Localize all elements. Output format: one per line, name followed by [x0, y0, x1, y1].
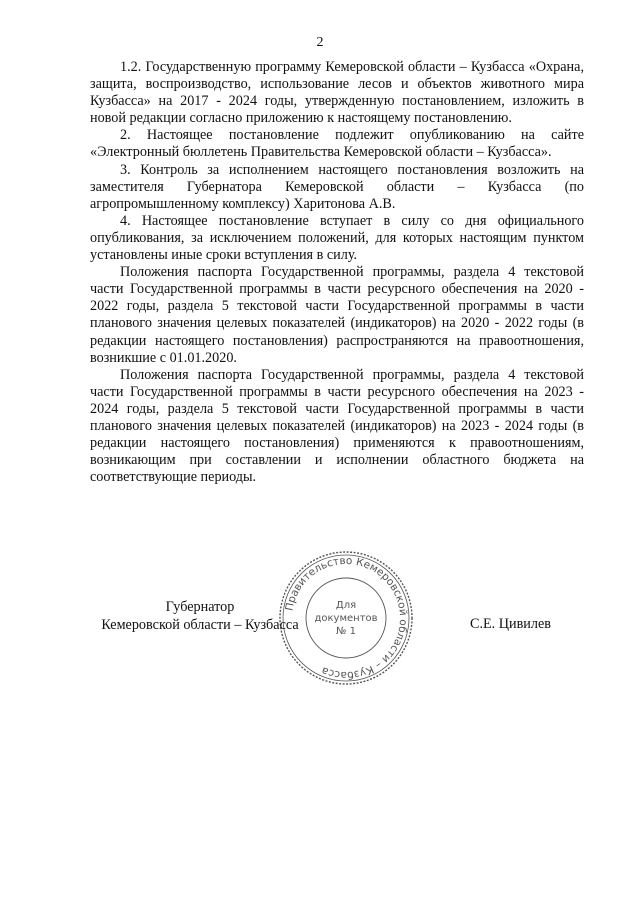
paragraph-3: 3. Контроль за исполнением настоящего постановления возложить на заместителя Губернатора Кемеровской области – Кузбасса (по агропромышленному комплексу) Харитонова А.В.: [90, 161, 584, 212]
signatory-title: [90, 599, 310, 634]
page-number: 2: [316, 35, 324, 50]
seal-ring-text: Правительство Кемеровской области – Кузбасса: [283, 554, 410, 682]
document-body: [90, 59, 584, 486]
paragraph-provisions-2020: Положения паспорта Государственной программы, раздела 4 текстовой части Государственной программы в части ресурсного обеспечения на 2020 - 2022 годы, раздела 5 текстовой части Государственной программы в части планового значения целевых показателей (индикаторов) на 2020 - 2022 годы (в редакции настоящего постановления) распространяются на правоотношения, возникшие с 01.01.2020.: [90, 264, 584, 366]
paragraph-1-2: 1.2. Государственную программу Кемеровской области – Кузбасса «Охрана, защита, воспроизводство, использование лесов и объектов животного мира Кузбасса» на 2017 - 2024 годы, утвержденную постановлением, изложить в новой редакции согласно приложению к настоящему постановлению.: [90, 59, 584, 127]
paragraph-provisions-2023: Положения паспорта Государственной программы, раздела 4 текстовой части Государственной программы в части ресурсного обеспечения на 2023 - 2024 годы, раздела 5 текстовой части Государственной программы в части планового значения целевых показателей (индикаторов) на 2023 - 2024 годы (в редакции настоящего постановления) применяются к правоотношениям, возникающим при составлении и исполнении областного бюджета на соответствующие периоды.: [90, 366, 584, 486]
seal-center-line2: документов: [314, 613, 378, 624]
seal-center-line3: № 1: [336, 626, 356, 637]
signatory-name: С.Е. Цивилев: [470, 616, 551, 632]
paragraph-4: 4. Настоящее постановление вступает в силу со дня официального опубликования, за исключением положений, для которых настоящим пунктом установлены иные сроки вступления в силу.: [90, 212, 584, 264]
signatory-title-line2: Кемеровской области – Кузбасса: [101, 616, 299, 633]
signatory-title-line1: Губернатор: [165, 599, 235, 615]
seal-center-line1: Для: [335, 600, 357, 611]
paragraph-2: 2. Настоящее постановление подлежит опубликованию на сайте «Электронный бюллетень Правительства Кемеровской области – Кузбасса».: [90, 127, 584, 161]
